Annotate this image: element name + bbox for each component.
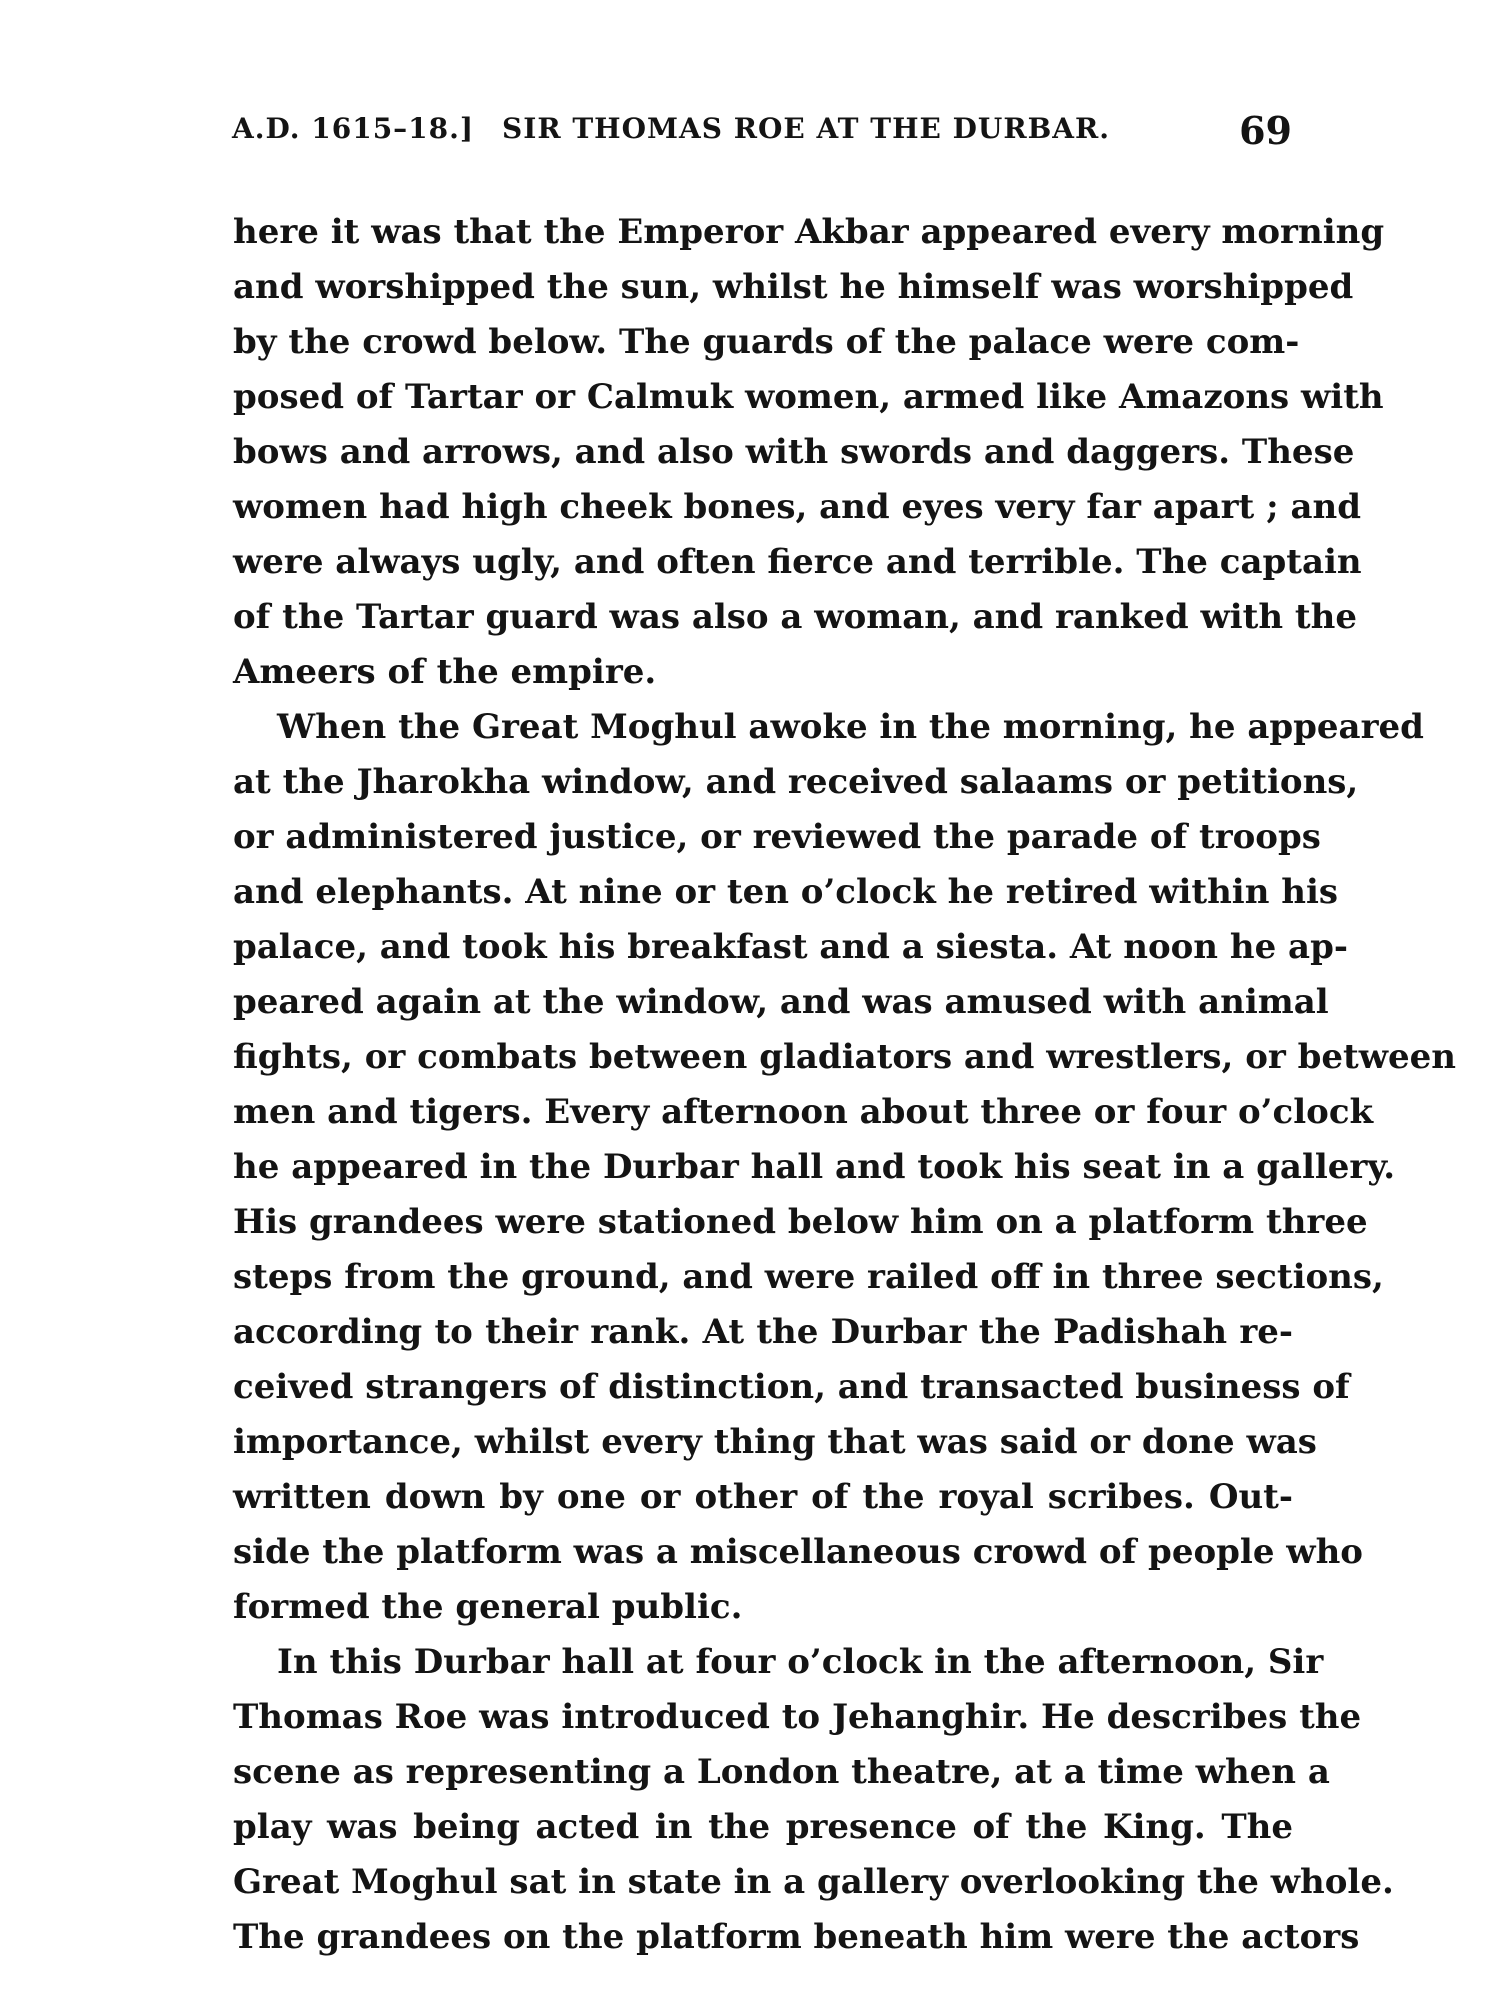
text-line: steps from the ground, and were railed off in three sections, (233, 1257, 1384, 1297)
text-line: posed of Tartar or Calmuk women, armed like Amazons with (233, 377, 1384, 417)
text-line: His grandees were stationed below him on a platform three (233, 1202, 1368, 1242)
text-line: he appeared in the Durbar hall and took his seat in a gallery. (233, 1147, 1396, 1187)
text-line: fights, or combats between gladiators and wrestlers, or between (233, 1037, 1457, 1077)
text-line: peared again at the window, and was amused with animal (233, 982, 1329, 1022)
text-line: palace, and took his breakfast and a siesta. At noon he ap- (233, 927, 1348, 967)
text-line: women had high cheek bones, and eyes very far apart ; and (233, 487, 1361, 527)
running-head (232, 108, 1292, 158)
paragraph-3 (233, 1635, 1394, 1965)
text-line: and worshipped the sun, whilst he himself was worshipped (233, 267, 1354, 307)
text-line: In this Durbar hall at four o’clock in the afternoon, Sir (277, 1642, 1324, 1682)
text-line: side the platform was a miscellaneous crowd of people who (233, 1532, 1363, 1572)
date-range: A.D. 1615–18.] (232, 112, 475, 145)
text-line: scene as representing a London theatre, at a time when a (233, 1752, 1330, 1792)
text-line: bows and arrows, and also with swords and daggers. These (233, 432, 1355, 472)
text-line: here it was that the Emperor Akbar appeared every morning (233, 212, 1385, 252)
text-line: at the Jharokha window, and received salaams or petitions, (233, 762, 1359, 802)
body-text (233, 205, 1457, 1965)
page-number: 69 (1239, 108, 1292, 153)
text-line: play was being acted in the presence of the King. The (233, 1807, 1293, 1847)
text-line: according to their rank. At the Durbar the Padishah re- (233, 1312, 1293, 1352)
text-line: ceived strangers of distinction, and transacted business of (233, 1367, 1350, 1407)
text-line: formed the general public. (233, 1587, 743, 1627)
text-line: by the crowd below. The guards of the palace were com- (233, 322, 1300, 362)
text-line: written down by one or other of the royal scribes. Out- (233, 1477, 1293, 1517)
text-line: Thomas Roe was introduced to Jehanghir. He describes the (233, 1697, 1362, 1737)
text-line: of the Tartar guard was also a woman, and ranked with the (233, 597, 1357, 637)
paragraph-2 (233, 700, 1457, 1635)
text-line: The grandees on the platform beneath him were the actors (233, 1917, 1360, 1957)
text-line: Ameers of the empire. (233, 652, 657, 692)
text-line: or administered justice, or reviewed the parade of troops (233, 817, 1321, 857)
text-line: importance, whilst every thing that was said or done was (233, 1422, 1317, 1462)
chapter-title: SIR THOMAS ROE AT THE DURBAR. (502, 112, 1110, 145)
text-line: When the Great Moghul awoke in the morning, he appeared (277, 707, 1424, 747)
text-line: men and tigers. Every afternoon about three or four o’clock (233, 1092, 1374, 1132)
text-line: were always ugly, and often fierce and terrible. The captain (233, 542, 1362, 582)
text-line: Great Moghul sat in state in a gallery overlooking the whole. (233, 1862, 1394, 1902)
paragraph-1 (233, 205, 1385, 700)
text-line: and elephants. At nine or ten o’clock he retired within his (233, 872, 1339, 912)
